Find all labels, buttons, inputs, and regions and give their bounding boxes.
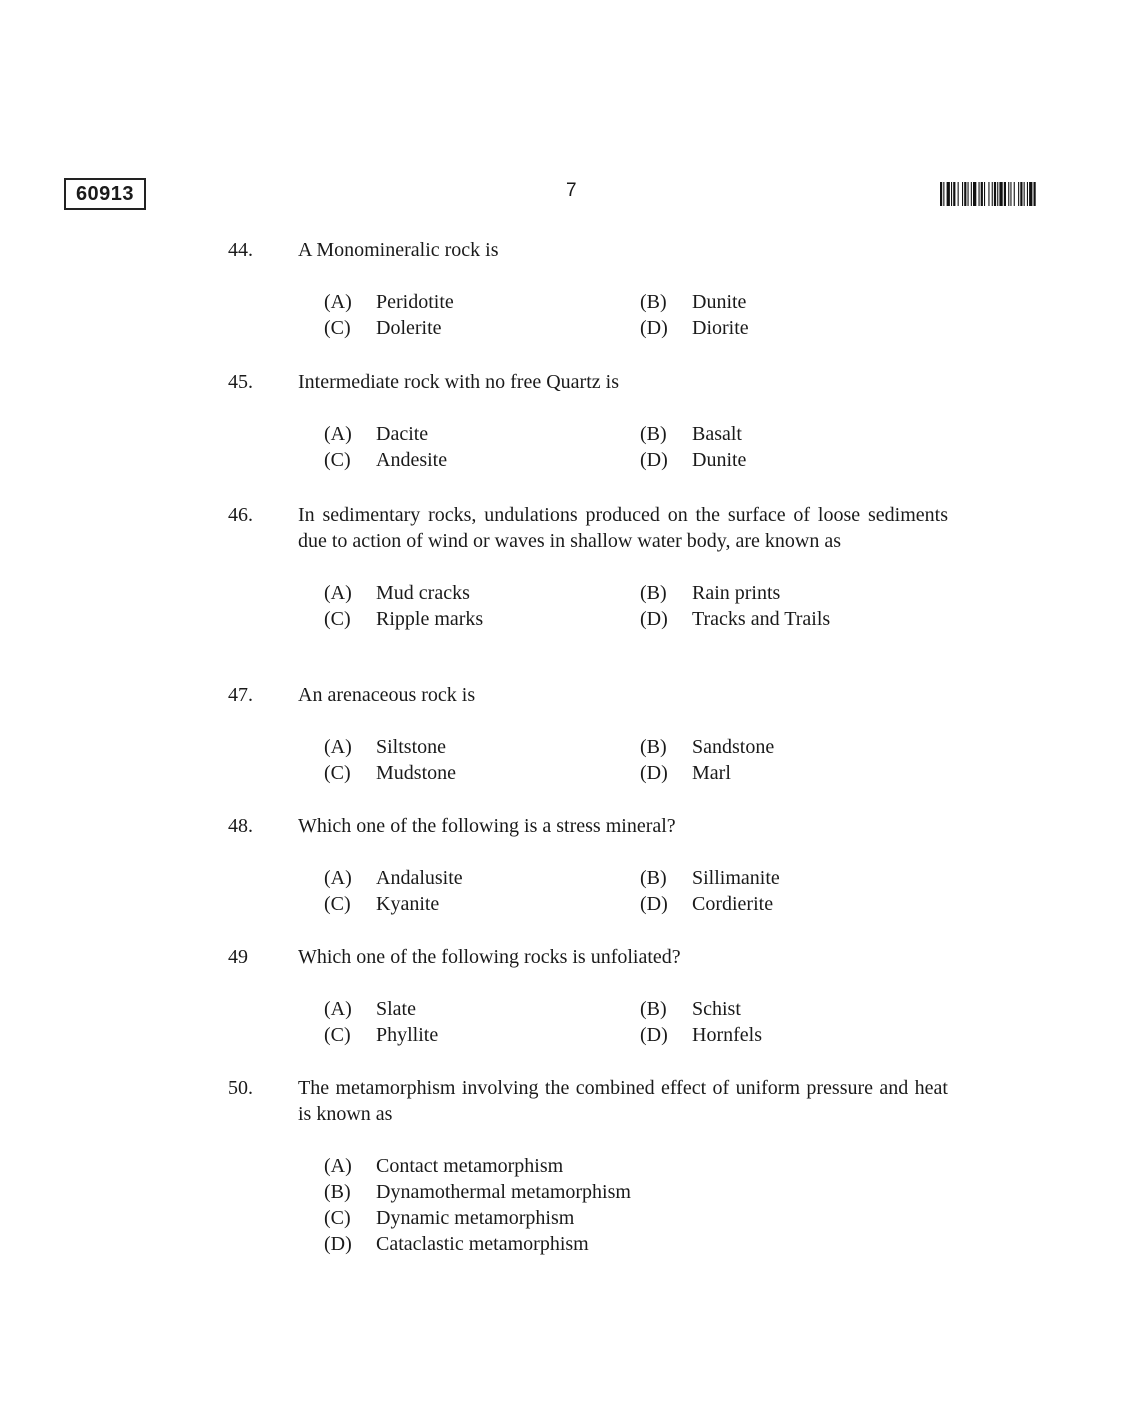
option-text: Hornfels — [692, 1024, 762, 1046]
question-48 — [228, 813, 968, 917]
barcode-bar — [1010, 182, 1011, 206]
option-a[interactable] — [324, 1153, 924, 1179]
option-key: (B) — [640, 582, 667, 604]
option-c[interactable] — [324, 1205, 924, 1231]
option-a[interactable] — [324, 289, 640, 315]
barcode-bar — [992, 182, 993, 206]
barcode-bar — [981, 182, 983, 206]
option-key: (A) — [324, 736, 352, 758]
option-d[interactable] — [324, 1231, 924, 1257]
barcode-bar — [997, 182, 998, 206]
option-a[interactable] — [324, 865, 640, 891]
option-d[interactable] — [640, 891, 940, 917]
option-text: Dunite — [692, 291, 747, 313]
option-text: Kyanite — [376, 893, 440, 915]
option-text: Cataclastic metamorphism — [376, 1233, 589, 1255]
option-key: (B) — [640, 423, 667, 445]
question-text: A Monomineralic rock is — [298, 239, 499, 261]
option-text: Tracks and Trails — [692, 608, 831, 630]
question-47 — [228, 682, 968, 786]
barcode-bar — [1014, 182, 1015, 206]
option-key: (B) — [640, 736, 667, 758]
option-b[interactable] — [640, 865, 940, 891]
options-grid — [324, 865, 968, 917]
option-key: (D) — [640, 893, 668, 915]
question-44 — [228, 237, 968, 341]
option-key: (A) — [324, 291, 352, 313]
option-text: Peridotite — [376, 291, 454, 313]
barcode-bar — [1018, 182, 1019, 206]
option-text: Sandstone — [692, 736, 775, 758]
option-key: (D) — [324, 1233, 352, 1255]
option-d[interactable] — [640, 1022, 940, 1048]
barcode-bar — [951, 182, 952, 206]
option-text: Mud cracks — [376, 582, 470, 604]
option-a[interactable] — [324, 734, 640, 760]
option-b[interactable] — [640, 580, 940, 606]
question-number: 45. — [228, 371, 253, 393]
barcode-bar — [1004, 182, 1006, 206]
options-grid — [324, 580, 968, 632]
barcode-bar — [947, 182, 950, 206]
question-text: The metamorphism involving the combined effect of uniform pressure and heat is known as — [298, 1077, 948, 1125]
barcode-bar — [971, 182, 972, 206]
question-number: 46. — [228, 504, 253, 526]
option-text: Cordierite — [692, 893, 774, 915]
option-text: Dynamothermal metamorphism — [376, 1181, 631, 1203]
options-grid — [324, 421, 968, 473]
option-key: (C) — [324, 1207, 351, 1229]
paper-code: 60913 — [64, 178, 146, 210]
option-c[interactable] — [324, 760, 640, 786]
option-key: (C) — [324, 893, 351, 915]
option-b[interactable] — [640, 996, 940, 1022]
option-key: (C) — [324, 317, 351, 339]
barcode-bar — [964, 182, 966, 206]
option-key: (C) — [324, 1024, 351, 1046]
option-d[interactable] — [640, 606, 940, 632]
option-key: (D) — [640, 449, 668, 471]
option-text: Dolerite — [376, 317, 442, 339]
option-key: (C) — [324, 449, 351, 471]
option-text: Slate — [376, 998, 416, 1020]
barcode-bar — [1024, 182, 1025, 206]
option-key: (D) — [640, 608, 668, 630]
barcode-bar — [1034, 182, 1036, 206]
option-d[interactable] — [640, 447, 940, 473]
option-a[interactable] — [324, 996, 640, 1022]
option-text: Marl — [692, 762, 731, 784]
option-c[interactable] — [324, 447, 640, 473]
option-text: Ripple marks — [376, 608, 484, 630]
option-text: Diorite — [692, 317, 749, 339]
option-c[interactable] — [324, 315, 640, 341]
option-key: (A) — [324, 998, 352, 1020]
question-number: 50. — [228, 1077, 253, 1099]
option-key: (A) — [324, 867, 352, 889]
option-key: (D) — [640, 317, 668, 339]
option-text: Rain prints — [692, 582, 781, 604]
option-a[interactable] — [324, 580, 640, 606]
option-key: (B) — [640, 867, 667, 889]
barcode-bar — [999, 182, 1002, 206]
option-text: Andesite — [376, 449, 448, 471]
barcode-bar — [953, 182, 955, 206]
question-49 — [228, 944, 968, 1048]
option-key: (A) — [324, 1155, 352, 1177]
option-b[interactable] — [640, 289, 940, 315]
options-grid — [324, 996, 968, 1048]
option-c[interactable] — [324, 1022, 640, 1048]
barcode-bar — [994, 182, 996, 206]
options-list — [324, 1153, 968, 1257]
option-d[interactable] — [640, 315, 940, 341]
question-text: Intermediate rock with no free Quartz is — [298, 371, 619, 393]
barcode-bar — [958, 182, 959, 206]
barcode-icon — [940, 182, 1078, 206]
option-c[interactable] — [324, 891, 640, 917]
option-text: Andalusite — [376, 867, 463, 889]
barcode-bar — [973, 182, 976, 206]
question-number: 44. — [228, 239, 253, 261]
question-number: 49 — [228, 946, 248, 968]
option-b[interactable] — [640, 734, 940, 760]
barcode-bar — [1029, 182, 1032, 206]
options-grid — [324, 289, 968, 341]
option-a[interactable] — [324, 421, 640, 447]
option-c[interactable] — [324, 606, 640, 632]
option-key: (D) — [640, 1024, 668, 1046]
option-d[interactable] — [640, 760, 940, 786]
option-text: Contact metamorphism — [376, 1155, 564, 1177]
question-number: 47. — [228, 684, 253, 706]
question-text: An arenaceous rock is — [298, 684, 476, 706]
option-key: (B) — [324, 1181, 351, 1203]
question-46 — [228, 502, 968, 632]
barcode-bar — [940, 182, 942, 206]
question-text: Which one of the following is a stress mineral? — [298, 815, 676, 837]
barcode-bar — [1027, 182, 1028, 206]
question-text: In sedimentary rocks, undulations produced on the surface of loose sediments due to action of wind or waves in shallow water body, are known as — [298, 504, 948, 552]
option-text: Sillimanite — [692, 867, 780, 889]
question-number: 48. — [228, 815, 253, 837]
question-text: Which one of the following rocks is unfoliated? — [298, 946, 681, 968]
barcode-bar — [984, 182, 985, 206]
option-key: (A) — [324, 423, 352, 445]
barcode-bar — [1020, 182, 1022, 206]
option-key: (C) — [324, 762, 351, 784]
option-text: Siltstone — [376, 736, 447, 758]
option-key: (C) — [324, 608, 351, 630]
barcode-bar — [962, 182, 963, 206]
option-key: (A) — [324, 582, 352, 604]
barcode-bar — [1008, 182, 1009, 206]
option-b[interactable] — [640, 421, 940, 447]
option-text: Schist — [692, 998, 741, 1020]
option-text: Basalt — [692, 423, 742, 445]
page-number: 7 — [566, 180, 577, 201]
option-text: Mudstone — [376, 762, 456, 784]
option-b[interactable] — [324, 1179, 924, 1205]
question-45 — [228, 369, 968, 473]
barcode-bar — [988, 182, 989, 206]
option-key: (D) — [640, 762, 668, 784]
options-grid — [324, 734, 968, 786]
option-text: Phyllite — [376, 1024, 439, 1046]
barcode-bar — [943, 182, 944, 206]
option-key: (B) — [640, 998, 667, 1020]
option-key: (B) — [640, 291, 667, 313]
question-50 — [228, 1075, 968, 1257]
option-text: Dunite — [692, 449, 747, 471]
barcode-bar — [968, 182, 969, 206]
option-text: Dacite — [376, 423, 429, 445]
barcode-bar — [979, 182, 980, 206]
option-text: Dynamic metamorphism — [376, 1207, 575, 1229]
